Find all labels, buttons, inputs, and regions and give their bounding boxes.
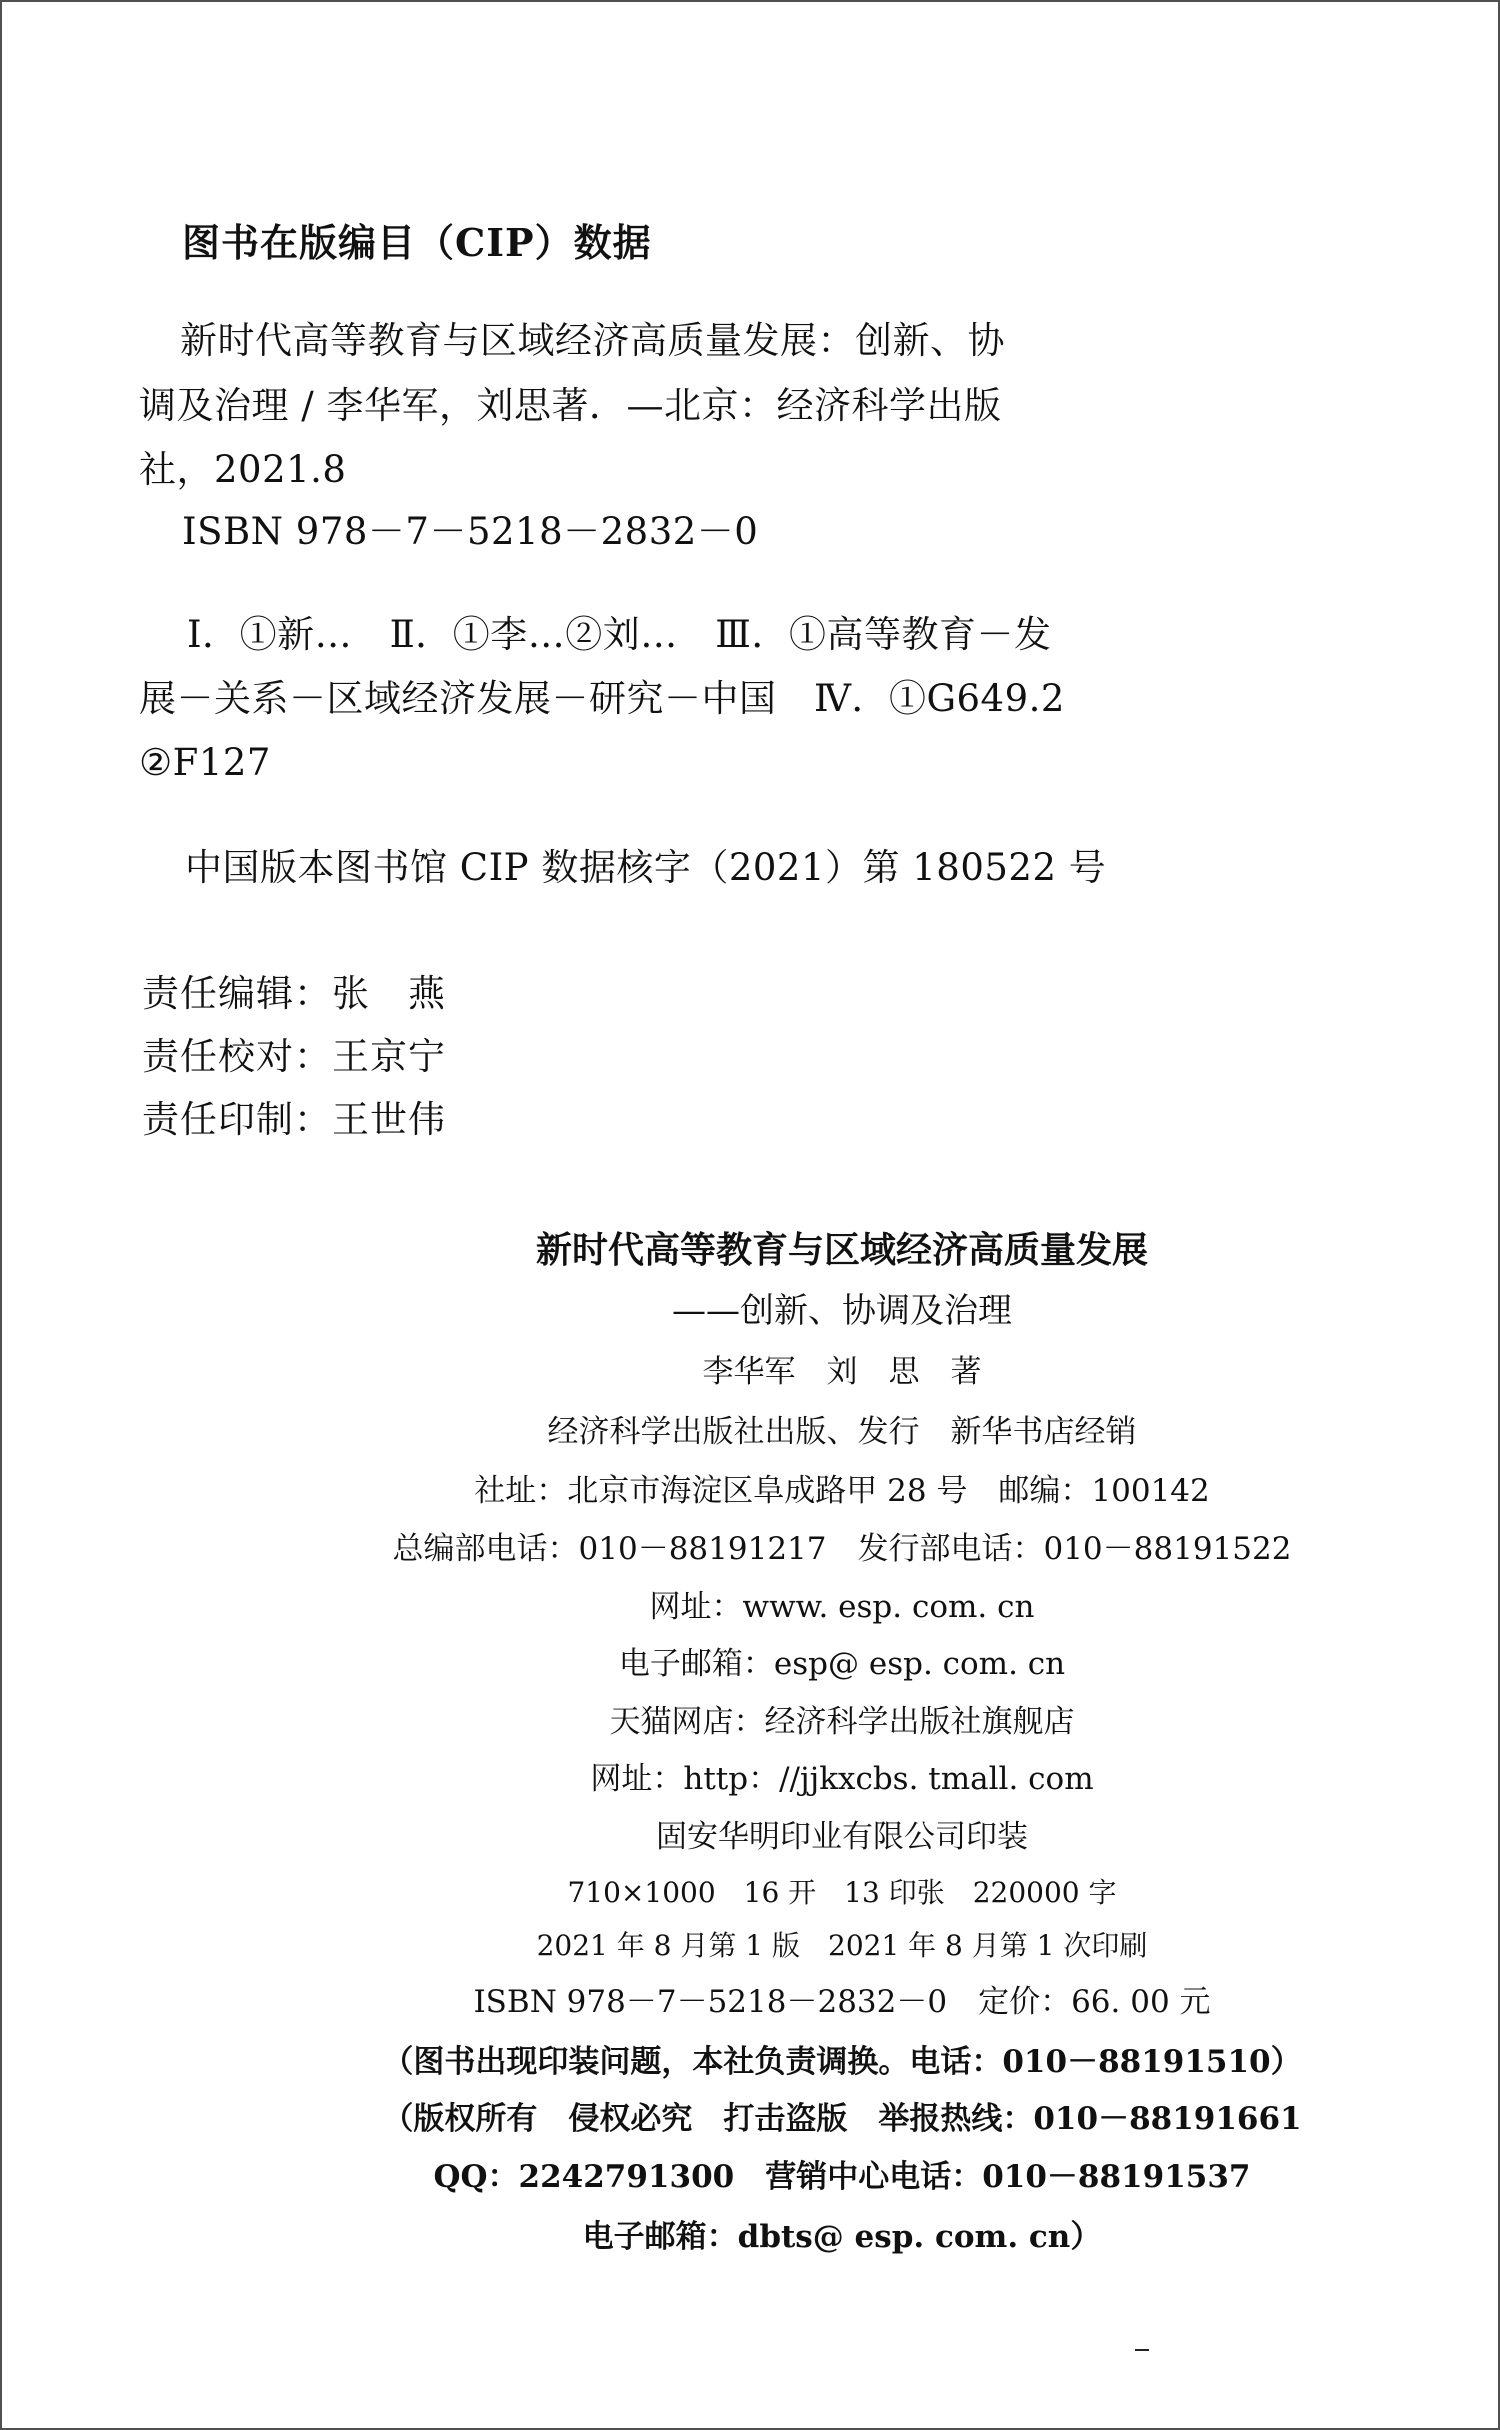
cip-record-line-1: 新时代高等教育与区域经济高质量发展：创新、协 [180,319,1005,362]
colophon-notice-copyright: （版权所有 侵权必究 打击盗版 举报热线：010－88191661 [382,2101,1302,2137]
colophon-subtitle: ——创新、协调及治理 [672,1291,1012,1331]
staff-editor [142,972,446,1015]
cip-classification-line-2: 展－关系－区域经济发展－研究－中国 Ⅳ．①G649.2 [139,677,1065,720]
scan-mark [1135,2349,1149,2351]
colophon-phones: 总编部电话：010－88191217 发行部电话：010－88191522 [392,1531,1292,1567]
colophon-authors: 李华军 刘 思 著 [702,1354,982,1390]
colophon-tmall-store: 天猫网店：经济科学出版社旗舰店 [609,1704,1075,1740]
colophon-specs: 710×1000 16 开 13 印张 220000 字 [567,1876,1117,1909]
staff-name: 张 燕 [332,972,446,1015]
colophon-printer: 固安华明印业有限公司印装 [656,1819,1028,1855]
cip-record-line-3: 社，2021.8 [139,448,347,491]
cip-heading: 图书在版编目（CIP）数据 [182,220,652,265]
colophon-notice-email: 电子邮箱：dbts@ esp. com. cn） [582,2219,1102,2255]
staff-print-supervisor [142,1098,446,1141]
colophon-isbn-price: ISBN 978－7－5218－2832－0 定价：66. 00 元 [473,1984,1211,2020]
cip-classification-line-3: ②F127 [139,741,271,784]
staff-role: 责任编辑： [142,972,332,1015]
colophon-publisher: 经济科学出版社出版、发行 新华书店经销 [547,1414,1137,1450]
colophon-address: 社址：北京市海淀区阜成路甲 28 号 邮编：100142 [474,1473,1210,1509]
colophon-notice-contact: QQ：2242791300 营销中心电话：010－88191537 [433,2159,1251,2195]
cip-record-line-2: 调及治理 / 李华军，刘思著．—北京：经济科学出版 [139,384,1002,427]
staff-name: 王京宁 [332,1035,446,1078]
colophon-email: 电子邮箱：esp@ esp. com. cn [618,1646,1066,1682]
colophon-tmall-url: 网址：http：//jjkxcbs. tmall. com [590,1761,1094,1797]
colophon-notice-repair: （图书出现印装问题，本社负责调换。电话：010－88191510） [382,2044,1302,2080]
colophon-website: 网址：www. esp. com. cn [649,1589,1035,1625]
staff-role: 责任印制： [142,1098,332,1141]
staff-role: 责任校对： [142,1035,332,1078]
cip-isbn: ISBN 978－7－5218－2832－0 [182,510,759,553]
colophon-title: 新时代高等教育与区域经济高质量发展 [535,1229,1148,1271]
staff-proofreader [142,1035,446,1078]
staff-name: 王世伟 [332,1098,446,1141]
cip-approval-number: 中国版本图书馆 CIP 数据核字（2021）第 180522 号 [185,846,1107,889]
colophon-edition: 2021 年 8 月第 1 版 2021 年 8 月第 1 次印刷 [536,1929,1148,1962]
cip-classification-line-1: Ⅰ．①新… Ⅱ．①李…②刘… Ⅲ．①高等教育－发 [187,613,1052,656]
